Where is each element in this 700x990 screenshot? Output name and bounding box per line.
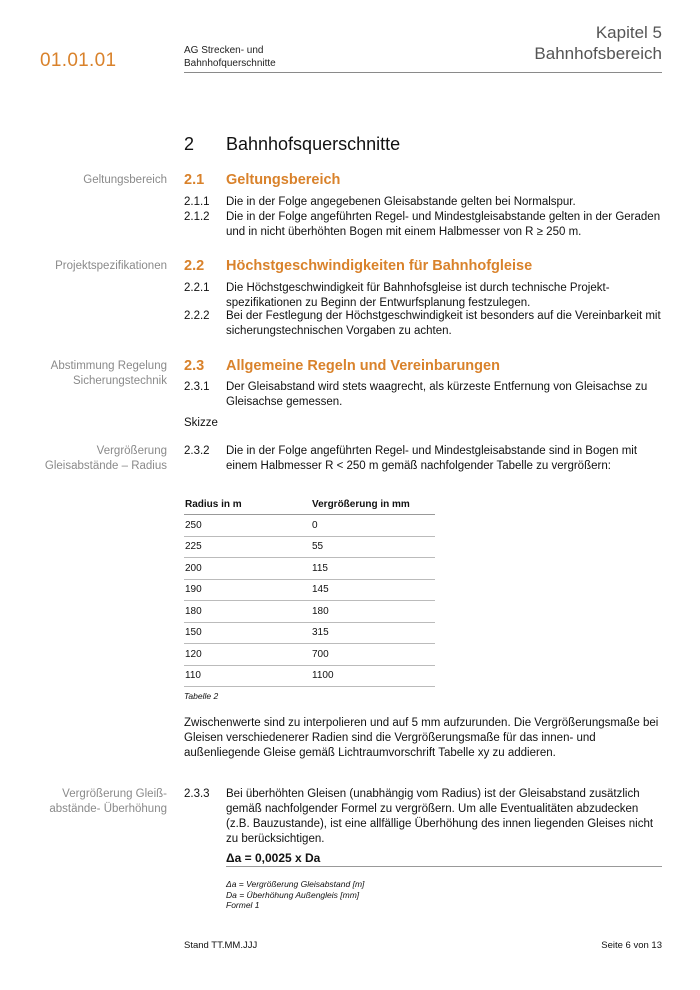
legend-line: Δa = Vergrößerung Gleisabstand [m] [226, 879, 365, 889]
margin-note-line: Abstimmung Regelung [50, 360, 167, 372]
paragraph-2-1-2 [184, 210, 662, 240]
table-cell: 120 [184, 644, 311, 666]
paragraph-2-3-3 [184, 787, 662, 847]
margin-note-line: abstände- Überhöhung [49, 803, 167, 815]
paragraph-2-3-1 [184, 380, 662, 410]
paragraph-2-2-2 [184, 309, 662, 339]
heading-title: Geltungsbereich [226, 172, 341, 188]
table-row [184, 579, 435, 601]
header-subtitle [184, 44, 344, 70]
table-cell: 225 [184, 536, 311, 558]
paragraph-number: 2.1.1 [184, 196, 210, 208]
heading-title: Allgemeine Regeln und Vereinbarungen [226, 358, 500, 374]
formula: Δa = 0,0025 x Da [226, 851, 321, 865]
table-cell: 180 [184, 601, 311, 623]
document-number: 01.01.01 [40, 50, 117, 71]
margin-note-vergroesserung-radius [20, 444, 167, 474]
column-header: Vergrößerung in mm [311, 494, 435, 515]
section-number: 2 [184, 134, 195, 154]
table-cell: 115 [311, 558, 435, 580]
margin-note-line: Vergrößerung [96, 445, 167, 457]
margin-note-line: Gleisabstände – Radius [44, 460, 167, 472]
interpolation-paragraph: Zwischenwerte sind zu interpolieren und auf 5 mm aufzurunden. Die Vergrößerungsmaße bei Gleisen verschiedenerer Radien sind die Vergrößerungsmaße für das innen- und außenliegende Gleise gemäß Lichtraumvorschrift Tabelle xy zu addieren. [184, 717, 659, 759]
table-cell: 315 [311, 622, 435, 644]
column-header: Radius in m [184, 494, 311, 515]
paragraph-text: Die in der Folge angeführten Regel- und Mindestgleisabstande gelten in der Geraden und in nicht überhöhten Bogen mit einem Halbmesser von R ≥ 250 m. [226, 211, 661, 238]
legend-line: Da = Überhöhung Außengleis [mm] [226, 889, 360, 900]
paragraph-number: 2.3.1 [184, 381, 210, 393]
heading-2-1 [184, 172, 340, 188]
margin-note-geltungsbereich: Geltungsbereich [83, 174, 167, 186]
table-header-row [184, 494, 435, 515]
table-cell: 110 [184, 665, 311, 687]
paragraph-text: Die Höchstgeschwindigkeit für Bahnhofsgleise ist durch technische Projekt-spezifikationen zu Beginn der Entwurfsplanung festzulegen. [226, 282, 610, 309]
paragraph-text: Die in der Folge angeführten Regel- und Mindestgleisabstande sind in Bogen mit einem Halbmesser R < 250 m gemäß nachfolgender Tabelle zu vergrößern: [226, 445, 638, 472]
table-cell: 150 [184, 622, 311, 644]
table-row [184, 515, 435, 537]
chapter-line1: Kapitel 5 [595, 23, 662, 42]
heading-2-3 [184, 358, 500, 374]
table-cell: 1100 [311, 665, 435, 687]
formula-legend [226, 879, 364, 911]
table-row [184, 601, 435, 623]
table-cell: 55 [311, 536, 435, 558]
paragraph-text: Der Gleisabstand wird stets waagrecht, als kürzeste Entfernung von Gleisachse zu Gleisachse gemessen. [226, 381, 648, 408]
margin-note-projektspezifikationen: Projektspezifikationen [55, 260, 167, 272]
formula-caption: Formel 1 [226, 900, 260, 910]
footer-date: Stand TT.MM.JJJ [184, 940, 258, 951]
header-subtitle-line2: Bahnhofquerschnitte [184, 58, 276, 69]
heading-title: Höchstgeschwindigkeiten für Bahnhofgleise [226, 258, 533, 274]
radius-table [184, 494, 435, 687]
paragraph-text: Bei überhöhten Gleisen (unabhängig vom Radius) ist der Gleisabstand zusätzlich gemäß nachfolgender Formel zu vergrößern. Um alle Eventualitäten abzudecken (z.B. Bauzustande), ist eine allfällige Überhöhung des innen liegenden Gleises nicht zu berücksichtigen. [226, 788, 654, 845]
paragraph-number: 2.3.2 [184, 445, 210, 457]
margin-note-vergroesserung-ueberhoehung [20, 787, 167, 817]
heading-2-2 [184, 258, 532, 274]
chapter-title [534, 22, 662, 64]
table-cell: 180 [311, 601, 435, 623]
margin-note-abstimmung [20, 359, 167, 389]
section-heading [184, 134, 400, 155]
table-cell: 250 [184, 515, 311, 537]
section-title: Bahnhofsquerschnitte [226, 134, 401, 154]
table-cell: 145 [311, 579, 435, 601]
table-row [184, 536, 435, 558]
paragraph-text: Bei der Festlegung der Höchstgeschwindigkeit ist besonders auf die Vereinbarkeit mit sicherungstechnischen Vorgaben zu achten. [226, 310, 661, 337]
paragraph-text: Die in der Folge angegebenen Gleisabstande gelten bei Normalspur. [226, 196, 576, 208]
table-caption: Tabelle 2 [184, 691, 219, 701]
formula-divider [226, 866, 662, 867]
margin-note-line: Sicherungstechnik [73, 375, 167, 387]
paragraph-number: 2.3.3 [184, 788, 210, 800]
table-row [184, 665, 435, 687]
table-cell: 200 [184, 558, 311, 580]
paragraph-2-1-1 [184, 195, 662, 210]
table-cell: 0 [311, 515, 435, 537]
header-divider [184, 72, 662, 73]
chapter-line2: Bahnhofsbereich [534, 44, 662, 63]
table-row [184, 622, 435, 644]
heading-number: 2.3 [184, 358, 205, 374]
table-row [184, 558, 435, 580]
paragraph-number: 2.2.1 [184, 282, 210, 294]
paragraph-2-3-2 [184, 444, 662, 474]
heading-number: 2.2 [184, 258, 205, 274]
table-cell: 700 [311, 644, 435, 666]
paragraph-number: 2.2.2 [184, 310, 210, 322]
margin-note-line: Vergrößerung Gleiß- [62, 788, 167, 800]
footer-page-number: Seite 6 von 13 [601, 940, 662, 951]
heading-number: 2.1 [184, 172, 205, 188]
table-cell: 190 [184, 579, 311, 601]
paragraph-number: 2.1.2 [184, 211, 210, 223]
paragraph-2-2-1 [184, 281, 662, 311]
table-row [184, 644, 435, 666]
header-subtitle-line1: AG Strecken- und [184, 45, 264, 56]
skizze-label: Skizze [184, 417, 218, 429]
